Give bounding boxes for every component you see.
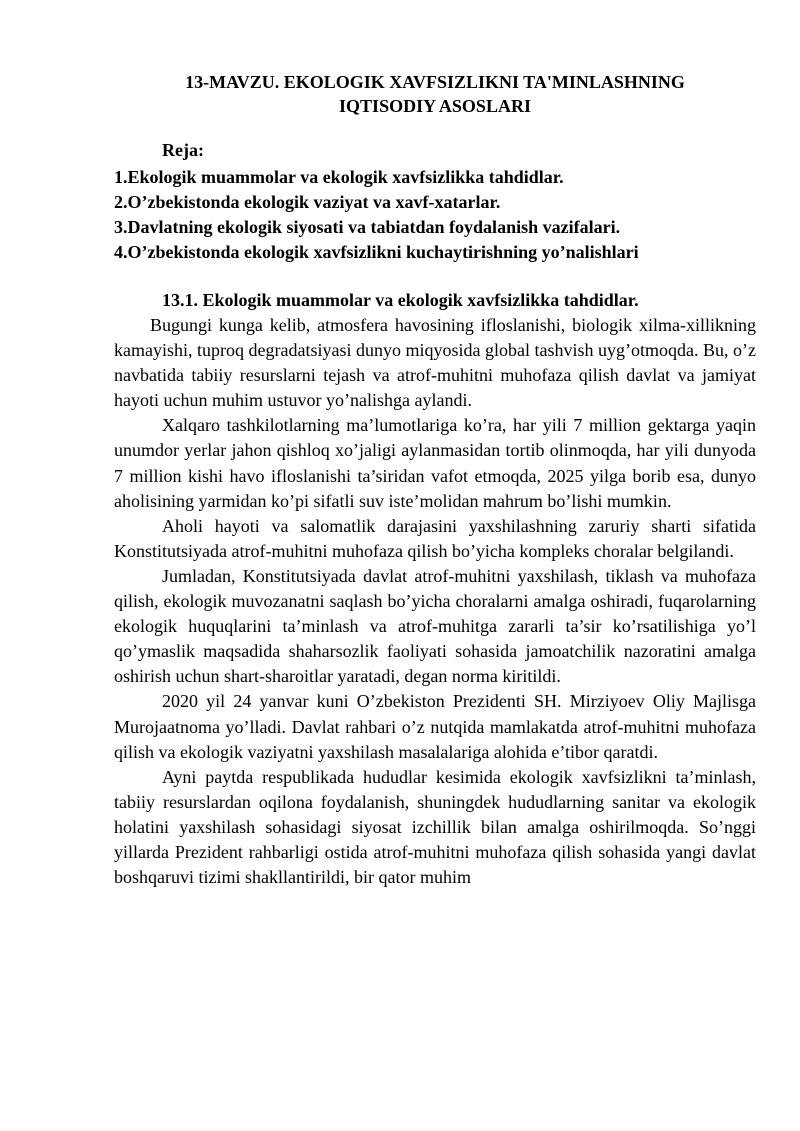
paragraph-3: Aholi hayoti va salomatlik darajasini yaxshilashning zaruriy sharti sifatida Konstitutsiyada atrof-muhitni muhofaza qilish bo’yicha kompleks choralar belgilandi. <box>114 515 756 561</box>
paragraph-6: Ayni paytda respublikada hududlar kesimida ekologik xavfsizlikni ta’minlash, tabiiy resurslardan oqilona foydalanish, shuningdek hududlarning sanitar va ekologik holatini yaxshilash sohasidagi siyosat izchillik bilan amalga oshirilmoqda. So’nggi yillarda Prezident rahbarligi ostida atrof-muhitni muhofaza qilish sohasida yangi davlat boshqaruvi tizimi shakllantirildi, bir qator muhim <box>114 766 756 888</box>
plan-item-1: 1.Ekologik muammolar va ekologik xavfsizlikka tahdidlar. <box>114 167 564 187</box>
plan-item-3: 3.Davlatning ekologik siyosati va tabiatdan foydalanish vazifalari. <box>114 217 621 237</box>
title-line-1: 13-MAVZU. EKOLOGIK XAVFSIZLIKNI TA'MINLASHNING <box>185 72 685 92</box>
paragraph-1: Bugungi kunga kelib, atmosfera havosining ifloslanishi, biologik xilma-xillikning kamayishi, tuproq degradatsiyasi dunyo miqyosida global tashvish uyg’otmoqda. Bu, o’z navbatida tabiiy resurslarni tejash va atrof-muhitni muhofaza qilish davlat va jamiyat hayoti uchun muhim ustuvor yo’nalishga aylandi. <box>114 315 756 411</box>
plan-list <box>114 165 756 265</box>
paragraph-2: Xalqaro tashkilotlarning ma’lumotlariga ko’ra, har yili 7 million gektarga yaqin unumdor yerlar jahon qishloq xo’jaligi aylanmasidan tortib olinmoqda, har yili dunyoda 7 million kishi havo ifloslanishi ta’siridan vafot etmoqda, 2025 yilga borib esa, dunyo aholisining yarmidan ko’pi sifatli suv iste’molidan mahrum bo’lishi mumkin. <box>114 415 756 511</box>
plan-item-4: 4.O’zbekistonda ekologik xavfsizlikni kuchaytirishning yo’nalishlari <box>114 242 639 262</box>
plan-heading: Reja: <box>162 140 204 160</box>
document-page <box>114 70 756 890</box>
plan-item-2: 2.O’zbekistonda ekologik vaziyat va xavf-xatarlar. <box>114 192 501 212</box>
paragraph-5: 2020 yil 24 yanvar kuni O’zbekiston Prezidenti SH. Mirziyoev Oliy Majlisga Murojaatnoma yo’lladi. Davlat rahbari o’z nutqida mamlakatda atrof-muhitni muhofaza qilish va ekologik vaziyatni yaxshilash masalalariga alohida e’tibor qaratdi. <box>114 691 756 762</box>
paragraph-4: Jumladan, Konstitutsiyada davlat atrof-muhitni yaxshilash, tiklash va muhofaza qilish, ekologik muvozanatni saqlash bo’yicha choralarni amalga oshiradi, fuqarolarning ekologik huquqlarini ta’minlash va atrof-muhitga zararli ta’sir ko’rsatilishiga yo’l qo’ymaslik maqsadida shaharsozlik faoliyati sohasida jamoatchilik nazoratini amalga oshirish uchun shart-sharoitlar yaratadi, degan norma kiritildi. <box>114 565 756 687</box>
page-title <box>114 70 756 118</box>
section-heading: 13.1. Ekologik muammolar va ekologik xavfsizlikka tahdidlar. <box>162 290 639 310</box>
title-line-2: IQTISODIY ASOSLARI <box>339 96 531 116</box>
